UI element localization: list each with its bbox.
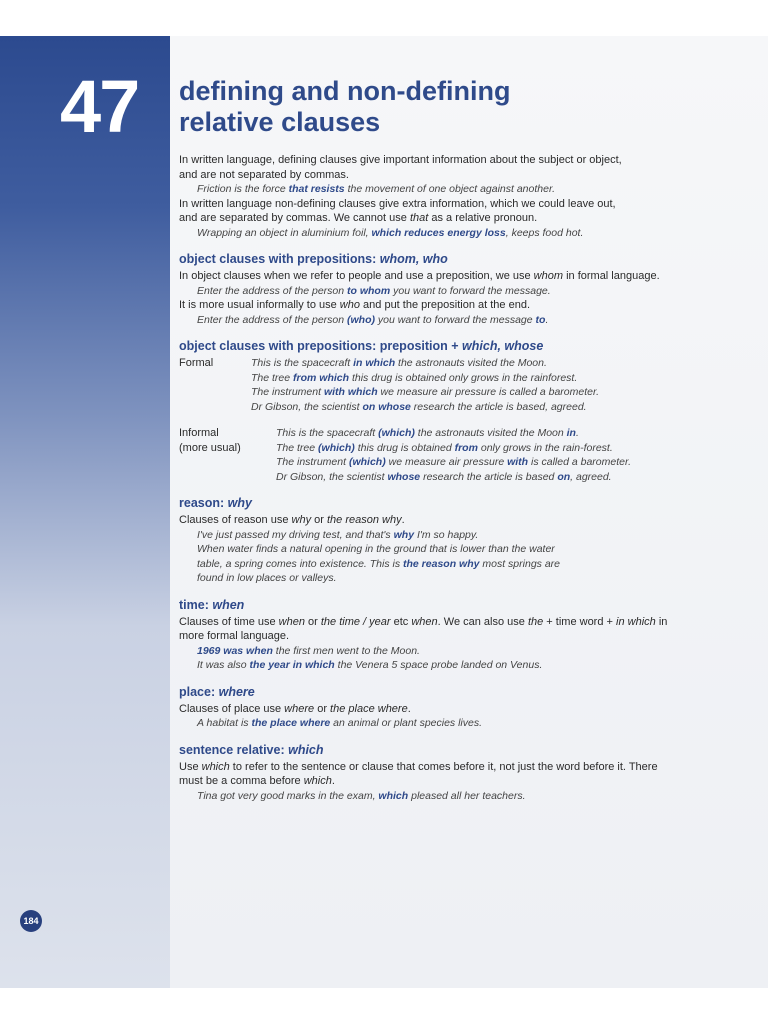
page-number-badge: 184 — [20, 910, 42, 932]
keyword: which — [201, 760, 230, 773]
heading-text: sentence relative: — [179, 742, 289, 757]
text: must be a comma before — [179, 775, 304, 787]
example-text: Tina got very good marks in the exam, — [197, 789, 379, 802]
example-highlight: in — [566, 427, 576, 439]
heading-keyword: whom, who — [379, 252, 448, 266]
example-highlight: to whom — [347, 284, 391, 297]
example-sentence: found in low places or valleys. — [197, 572, 337, 584]
example-text: table, a spring comes into existence. This is — [197, 557, 404, 570]
main-content — [179, 76, 719, 803]
example-sentence — [179, 528, 719, 543]
keyword: who — [339, 299, 360, 311]
text: It is more usual informally to use — [179, 299, 340, 311]
keyword: which — [303, 775, 332, 787]
text: or — [304, 615, 321, 628]
example-highlight: to — [535, 313, 546, 326]
example-text: Dr Gibson, the scientist — [276, 470, 388, 483]
informal-label — [179, 426, 276, 484]
example-highlight: 1969 was when — [197, 644, 273, 657]
example-text: research the article is based — [420, 470, 558, 483]
keyword: the place where — [330, 702, 408, 715]
text: . — [331, 775, 335, 787]
section-text — [179, 269, 719, 284]
example-sentence: When water finds a natural opening in the ground that is lower than the water — [197, 543, 555, 555]
heading-text: reason: — [179, 496, 228, 510]
heading-text: place: — [179, 684, 219, 699]
example-sentence — [251, 356, 599, 371]
example-sentence — [251, 400, 599, 415]
example-highlight: (which) — [348, 456, 386, 468]
keyword: the time / year — [320, 615, 391, 628]
example-highlight: which reduces energy loss — [371, 226, 506, 239]
example-highlight: on — [557, 470, 571, 483]
example-text: you want to forward the message — [375, 313, 536, 326]
section-heading-time — [179, 597, 719, 613]
heading-keyword: which, whose — [462, 339, 544, 353]
formal-label: Formal — [179, 357, 214, 369]
section-text — [179, 298, 719, 313]
keyword: why — [291, 514, 312, 526]
title-line-2: relative clauses — [179, 107, 381, 137]
example-text: I'm so happy. — [414, 528, 479, 541]
example-sentence — [179, 716, 719, 731]
example-highlight: from which — [293, 371, 350, 384]
formal-examples — [251, 356, 599, 414]
section-text — [179, 760, 719, 775]
text: Clauses of place use — [179, 702, 285, 715]
example-sentence — [251, 371, 599, 386]
example-highlight: the year in which — [249, 659, 335, 671]
heading-keyword: when — [212, 597, 245, 612]
example-text: we measure air pressure is called a barometer. — [377, 386, 599, 398]
top-margin — [0, 0, 768, 36]
section-text: more formal language. — [179, 630, 290, 642]
formal-block — [179, 356, 719, 414]
example-sentence — [179, 658, 719, 673]
example-text: you want to forward the message. — [390, 284, 551, 297]
intro-line-2: and are not separated by commas. — [179, 168, 349, 181]
example-text: most springs are — [479, 557, 560, 570]
section-heading-whom-who — [179, 251, 719, 267]
keyword: when — [278, 615, 305, 628]
example-text: research the article is based, agreed. — [410, 400, 587, 413]
example-text: . — [545, 313, 549, 326]
example-sentence — [179, 557, 719, 572]
example-text: I've just passed my driving test, and that's — [197, 528, 394, 541]
text: or — [314, 702, 331, 715]
text: . — [401, 514, 405, 526]
example-highlight: which — [378, 789, 409, 802]
section-text — [179, 513, 719, 528]
example-highlight: with — [507, 456, 529, 468]
heading-text: object clauses with prepositions: preposition + — [179, 339, 463, 353]
informal-examples — [276, 426, 631, 484]
sidebar-band — [0, 36, 170, 988]
example-highlight: that resists — [288, 183, 345, 195]
example-text: . — [575, 427, 579, 439]
example-text: This is the spacecraft — [251, 357, 354, 369]
text: or — [311, 514, 327, 526]
example-highlight: why — [393, 528, 415, 541]
example-sentence — [179, 284, 719, 299]
section-heading-which-whose — [179, 338, 719, 354]
example-text: an animal or plant species lives. — [330, 717, 483, 729]
keyword: the reason why — [326, 514, 402, 526]
informal-label-note: (more usual) — [179, 441, 241, 454]
example-sentence — [179, 182, 719, 197]
bottom-margin — [0, 988, 768, 1024]
example-highlight: on whose — [362, 400, 411, 413]
unit-number: 47 — [60, 65, 139, 148]
text: . — [407, 702, 411, 715]
keyword: where — [284, 702, 315, 715]
heading-keyword: why — [227, 496, 252, 510]
keyword: when — [411, 615, 438, 628]
intro-line-4 — [179, 211, 719, 226]
example-highlight: the reason why — [403, 557, 480, 570]
example-text: the Venera 5 space probe landed on Venus. — [334, 659, 543, 671]
text: etc — [390, 615, 412, 628]
text: Clauses of time use — [179, 615, 279, 628]
example-sentence — [179, 644, 719, 659]
example-sentence — [179, 226, 719, 241]
example-text: , keeps food hot. — [505, 226, 584, 239]
informal-label-text: Informal — [179, 427, 219, 439]
text: and are separated by commas. We cannot use — [179, 212, 410, 224]
text: to refer to the sentence or clause that comes before it, not just the word before it. There — [229, 760, 658, 773]
example-text: is called a barometer. — [528, 456, 632, 468]
example-text: Dr Gibson, the scientist — [251, 400, 363, 413]
keyword: the — [527, 615, 544, 628]
example-highlight: the place where — [251, 717, 331, 729]
heading-text: object clauses with prepositions: — [179, 252, 380, 266]
example-text: the first men went to the Moon. — [272, 644, 420, 657]
informal-block — [179, 426, 719, 484]
section-text — [179, 702, 719, 717]
keyword: whom — [533, 270, 564, 282]
example-highlight: whose — [387, 470, 421, 483]
example-text: The tree — [276, 441, 319, 454]
example-text: the astronauts visited the Moon. — [395, 357, 547, 369]
heading-text: time: — [179, 597, 213, 612]
keyword: that — [409, 212, 429, 224]
page-title — [179, 76, 719, 138]
example-sentence — [276, 470, 631, 485]
example-text: The instrument — [276, 456, 349, 468]
example-text: It was also — [197, 659, 250, 671]
example-text: this drug is obtained — [354, 441, 455, 454]
example-text: This is the spacecraft — [276, 427, 379, 439]
example-text: this drug is obtained only grows in the rainforest. — [349, 371, 578, 384]
text: In object clauses when we refer to people and use a preposition, we use — [179, 270, 534, 282]
text: Use — [179, 760, 202, 773]
example-text: pleased all her teachers. — [408, 789, 526, 802]
section-heading-sentence-relative — [179, 742, 719, 758]
intro-line-1: In written language, defining clauses give important information about the subject or object, — [179, 154, 622, 166]
example-highlight: (which) — [378, 427, 415, 439]
text: Clauses of reason use — [179, 514, 292, 526]
example-text: the movement of one object against another. — [344, 183, 555, 195]
example-text: Enter the address of the person — [197, 313, 348, 326]
section-heading-reason — [179, 495, 719, 511]
text: in formal language. — [563, 270, 660, 282]
example-sentence — [276, 426, 631, 441]
example-sentence — [179, 313, 719, 328]
heading-keyword: where — [218, 684, 255, 699]
text: in — [655, 615, 668, 628]
section-text — [179, 774, 719, 789]
example-text: Wrapping an object in aluminium foil, — [197, 226, 372, 239]
example-highlight: with which — [323, 386, 378, 398]
example-text: A habitat is — [197, 717, 252, 729]
example-text: the astronauts visited the Moon — [414, 427, 567, 439]
example-highlight: (who) — [347, 313, 376, 326]
text: . We can also use — [437, 615, 528, 628]
example-text: , agreed. — [570, 470, 612, 483]
section-text — [179, 615, 719, 630]
title-line-1: defining and non-defining — [179, 76, 511, 106]
example-sentence — [276, 441, 631, 456]
example-text: only grows in the rain-forest. — [477, 441, 613, 454]
text: as a relative pronoun. — [428, 212, 538, 224]
example-sentence — [251, 385, 599, 400]
example-text: The instrument — [251, 386, 324, 398]
example-sentence — [276, 455, 631, 470]
example-sentence — [179, 789, 719, 804]
heading-keyword: which — [288, 742, 324, 757]
example-text: we measure air pressure — [385, 456, 508, 468]
text: + time word + — [543, 615, 617, 628]
example-highlight: from — [454, 441, 478, 454]
example-highlight: (which) — [318, 441, 355, 454]
section-heading-place — [179, 684, 719, 700]
example-highlight: in which — [353, 357, 396, 369]
example-text: Enter the address of the person — [197, 284, 348, 297]
intro-line-3: In written language non-defining clauses give extra information, which we could leave out, — [179, 197, 616, 210]
text: and put the preposition at the end. — [359, 299, 531, 311]
example-text: Friction is the force — [197, 183, 289, 195]
example-text: The tree — [251, 371, 294, 384]
keyword: in which — [616, 615, 656, 628]
